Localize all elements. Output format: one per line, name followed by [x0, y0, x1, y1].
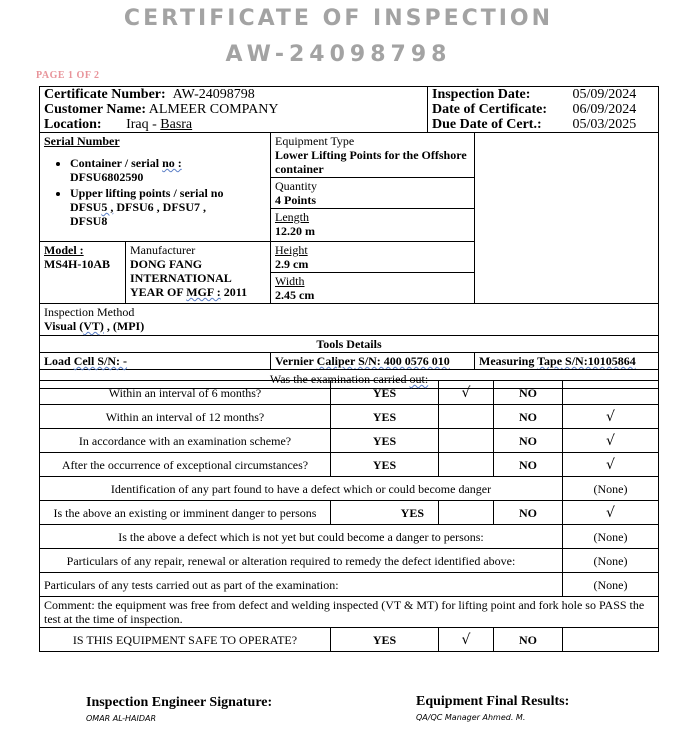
examination-question: Was the examination carried out: [40, 370, 659, 389]
engineer-signature: OMAR AL-HAIDAR [86, 714, 157, 723]
year-label: YEAR OF [130, 285, 187, 299]
danger-question: Is the above an existing or imminent danger to persons [40, 501, 331, 525]
tool-vernier-caliper: Vernier Caliper S/N: 400 0576 010 [271, 353, 475, 370]
check-row [40, 453, 659, 477]
check-no-tick: √ [563, 429, 659, 453]
quantity-value: 4 Points [275, 193, 317, 207]
defect-identification-value: (None) [563, 477, 659, 501]
check-row [40, 381, 659, 405]
certificate-number-cell [40, 87, 428, 103]
certificate-number-heading: AW-24098798 [225, 42, 452, 67]
width-label: Width [275, 274, 305, 288]
safe-no-label: NO [494, 628, 563, 652]
height-value: 2.9 cm [275, 257, 309, 271]
inspection-method-cell: Inspection Method Visual (VT) , (MPI) [40, 304, 659, 336]
quantity-label: Quantity [275, 179, 317, 193]
tests-particulars-value: (None) [563, 573, 659, 597]
check-yes-label: YES [331, 453, 439, 477]
tool-load-cell: Load Cell S/N: - [40, 353, 271, 370]
model-cell [40, 242, 126, 304]
check-yes-tick [439, 429, 494, 453]
check-no-label: NO [494, 429, 563, 453]
check-question: In accordance with an examination scheme? [40, 429, 331, 453]
check-no-tick [563, 381, 659, 405]
width-cell [271, 273, 475, 304]
length-value: 12.20 m [275, 224, 315, 238]
safe-no-blank [563, 628, 659, 652]
manufacturer-label: Manufacturer [130, 243, 196, 257]
repair-particulars: Particulars of any repair, renewal or alteration required to remedy the defect identified above: [40, 549, 563, 573]
year-value: 2011 [220, 285, 248, 299]
engineer-signature-label: Inspection Engineer Signature: [86, 695, 273, 710]
inspection-method-label: Inspection Method [44, 305, 135, 319]
check-question: Within an interval of 12 months? [40, 405, 331, 429]
due-date-value: 05/03/2025 [569, 117, 659, 132]
check-yes-tick: √ [439, 381, 494, 405]
examination-checks-table [39, 380, 659, 652]
danger-yes-label: YES [331, 501, 439, 525]
certificate-date-label: Date of Certificate: [432, 102, 548, 117]
check-no-tick: √ [563, 453, 659, 477]
page-label: PAGE 1 OF 2 [36, 70, 100, 81]
location-city: Iraq - [126, 117, 161, 132]
tool-measuring-tape: Measuring Tape S/N:10105864 [475, 353, 659, 370]
check-yes-label: YES [331, 429, 439, 453]
danger-yes-blank [439, 501, 494, 525]
equipment-type-value: Lower Lifting Points for the Offshore container [275, 148, 467, 176]
equipment-type-label: Equipment Type [275, 134, 355, 148]
model-label: Model : [44, 243, 84, 257]
certificate-title: CERTIFICATE OF INSPECTION [123, 6, 554, 31]
height-label: Height [275, 243, 308, 257]
danger-no-tick: √ [563, 501, 659, 525]
length-cell [271, 209, 475, 242]
certificate-info-table [39, 86, 659, 132]
cert-number-value: AW-24098798 [172, 87, 255, 102]
tests-particulars: Particulars of any tests carried out as part of the examination: [40, 573, 563, 597]
serial-item-upper: • Upper lifting points / serial no DFSU5 , DFSU6 , DFSU7 , DFSU8 [70, 186, 266, 228]
certificate-date-value: 06/09/2024 [569, 102, 659, 117]
check-no-label: NO [494, 405, 563, 429]
quantity-cell [271, 178, 475, 209]
manufacturer-cell [126, 242, 271, 304]
future-danger-value: (None) [563, 525, 659, 549]
check-yes-label: YES [331, 405, 439, 429]
inspection-date-label: Inspection Date: [432, 87, 531, 102]
final-results-label: Equipment Final Results: [416, 694, 570, 709]
year-mgf: MGF : [186, 285, 221, 299]
check-question: Within an interval of 6 months? [40, 381, 331, 405]
serial-item-container: • Container / serial no : DFSU6802590 [70, 156, 266, 184]
inspection-date-value: 05/09/2024 [569, 87, 659, 103]
due-date-label: Due Date of Cert.: [432, 117, 542, 132]
width-value: 2.45 cm [275, 288, 315, 302]
check-no-label: NO [494, 453, 563, 477]
equipment-details-table [39, 132, 659, 389]
customer-value: ALMEER COMPANY [148, 102, 279, 117]
customer-label: Customer Name: [44, 102, 146, 117]
final-results-signature: QA/QC Manager Ahmed. M. [416, 713, 526, 722]
check-no-label: NO [494, 381, 563, 405]
inspection-comment: Comment: the equipment was free from defect and welding inspected (VT & MT) for lifting point and fork hole so PASS the test at the time of inspection. [40, 597, 659, 628]
defect-identification: Identification of any part found to have a defect which or could become danger [40, 477, 563, 501]
right-blank-cell [475, 133, 659, 304]
check-yes-tick [439, 405, 494, 429]
check-yes-label: YES [331, 381, 439, 405]
danger-no-label: NO [494, 501, 563, 525]
height-cell [271, 242, 475, 273]
check-question: After the occurrence of exceptional circumstances? [40, 453, 331, 477]
repair-particulars-value: (None) [563, 549, 659, 573]
check-yes-tick [439, 453, 494, 477]
safe-yes-tick: √ [439, 628, 494, 652]
cert-number-label: Certificate Number: [44, 87, 166, 102]
equipment-type-cell [271, 133, 475, 178]
length-label: Length [275, 210, 309, 224]
check-row [40, 429, 659, 453]
location-region: Basra [160, 117, 193, 132]
location-cell [40, 117, 428, 132]
serial-number-cell [40, 133, 271, 242]
serial-number-header: Serial Number [44, 134, 120, 148]
manufacturer-value: DONG FANG INTERNATIONAL [130, 257, 232, 285]
future-danger-question: Is the above a defect which is not yet but could become a danger to persons: [40, 525, 563, 549]
check-row [40, 405, 659, 429]
check-no-tick: √ [563, 405, 659, 429]
serial-list [44, 156, 266, 228]
customer-cell [40, 102, 428, 117]
location-label: Location: [44, 117, 102, 132]
tools-details-header: Tools Details [40, 336, 659, 353]
safe-yes-label: YES [331, 628, 439, 652]
safe-to-operate-question: IS THIS EQUIPMENT SAFE TO OPERATE? [40, 628, 331, 652]
model-value: MS4H-10AB [44, 257, 110, 271]
